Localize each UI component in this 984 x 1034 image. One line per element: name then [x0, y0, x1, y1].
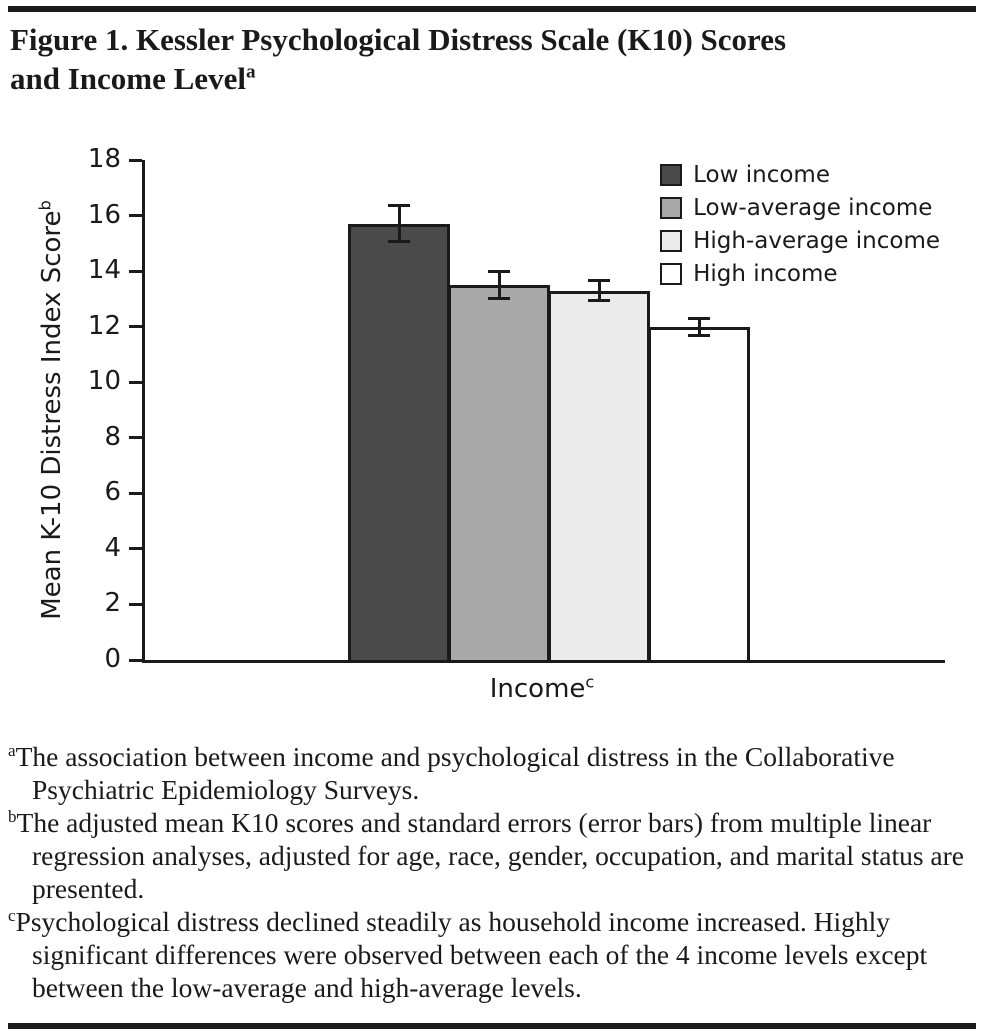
y-tick-label: 2	[104, 588, 121, 619]
legend-label: High-average income	[693, 228, 940, 254]
error-bar-cap-bottom	[488, 297, 510, 300]
y-tick-label: 10	[87, 366, 121, 397]
bar-high-income	[648, 327, 750, 660]
y-tick-label: 12	[87, 310, 121, 341]
y-axis-label	[37, 200, 67, 620]
bar-low-average-income	[448, 285, 550, 660]
footnote-c	[8, 905, 976, 1004]
y-tick-mark	[129, 547, 142, 550]
bar-low-income	[348, 224, 450, 660]
error-bar-cap-bottom	[688, 334, 710, 337]
error-bar-cap-top	[388, 204, 410, 207]
y-axis-label-text: Mean K-10 Distress Index Score	[37, 210, 67, 620]
legend-item	[660, 162, 940, 188]
bottom-rule	[8, 1023, 976, 1029]
error-bar-cap-bottom	[588, 299, 610, 302]
footnote-c-marker: c	[8, 905, 16, 925]
y-tick-mark	[129, 270, 142, 273]
error-bar-line	[698, 318, 701, 335]
error-bar-cap-top	[688, 317, 710, 320]
y-tick-label: 16	[87, 199, 121, 230]
top-rule	[8, 6, 976, 12]
error-bar-line	[398, 206, 401, 242]
y-tick-label: 4	[104, 532, 121, 563]
x-axis-label	[142, 674, 942, 704]
y-tick-mark	[129, 492, 142, 495]
y-tick-mark	[129, 159, 142, 162]
y-tick-mark	[129, 214, 142, 217]
y-tick-label: 18	[87, 144, 121, 174]
footnote-b-marker: b	[8, 806, 17, 826]
footnote-a	[8, 740, 976, 806]
legend-swatch	[660, 164, 682, 186]
y-tick-mark	[129, 325, 142, 328]
y-tick-mark	[129, 659, 142, 662]
legend-swatch	[660, 263, 682, 285]
figure-title-superscript: a	[245, 61, 256, 83]
y-tick-label: 8	[104, 421, 121, 452]
y-tick-mark	[129, 381, 142, 384]
y-tick-label: 14	[87, 255, 121, 286]
chart-legend	[660, 162, 940, 294]
figure-title	[10, 20, 974, 98]
y-tick-label: 0	[104, 644, 121, 674]
legend-label: Low income	[693, 162, 830, 188]
y-tick-mark	[129, 436, 142, 439]
error-bar-line	[598, 281, 601, 300]
legend-label: High income	[693, 261, 838, 287]
figure-title-line1: Figure 1. Kessler Psychological Distress Scale (K10) Scores	[10, 22, 787, 57]
footnote-a-marker: a	[8, 740, 16, 760]
y-tick-mark	[129, 603, 142, 606]
footnotes	[8, 740, 976, 1004]
footnote-c-text: Psychological distress declined steadily as household income increased. Highly significant differences were observed between each of the 4 income levels except between the low-average and high-average levels.	[15, 906, 928, 1003]
x-axis-label-superscript: c	[585, 672, 595, 692]
bar-chart	[0, 140, 984, 725]
error-bar-cap-bottom	[388, 240, 410, 243]
y-axis-label-superscript: b	[35, 200, 55, 211]
figure-title-line2: and Income Level	[10, 61, 246, 96]
error-bar-cap-top	[488, 270, 510, 273]
legend-item	[660, 228, 940, 254]
legend-swatch	[660, 197, 682, 219]
footnote-b-text: The adjusted mean K10 scores and standard errors (error bars) from multiple linear regression analyses, adjusted for age, race, gender, occupation, and marital status are presented.	[16, 807, 964, 904]
legend-label: Low-average income	[693, 195, 933, 221]
legend-item	[660, 195, 940, 221]
error-bar-cap-top	[588, 279, 610, 282]
footnote-a-text: The association between income and psychological distress in the Collaborative Psychiatric Epidemiology Surveys.	[15, 741, 895, 805]
x-axis-label-text: Income	[489, 674, 586, 704]
legend-swatch	[660, 230, 682, 252]
bar-high-average-income	[548, 291, 650, 660]
legend-item	[660, 261, 940, 287]
error-bar-line	[498, 271, 501, 299]
y-tick-label: 6	[104, 477, 121, 508]
footnote-b	[8, 806, 976, 905]
